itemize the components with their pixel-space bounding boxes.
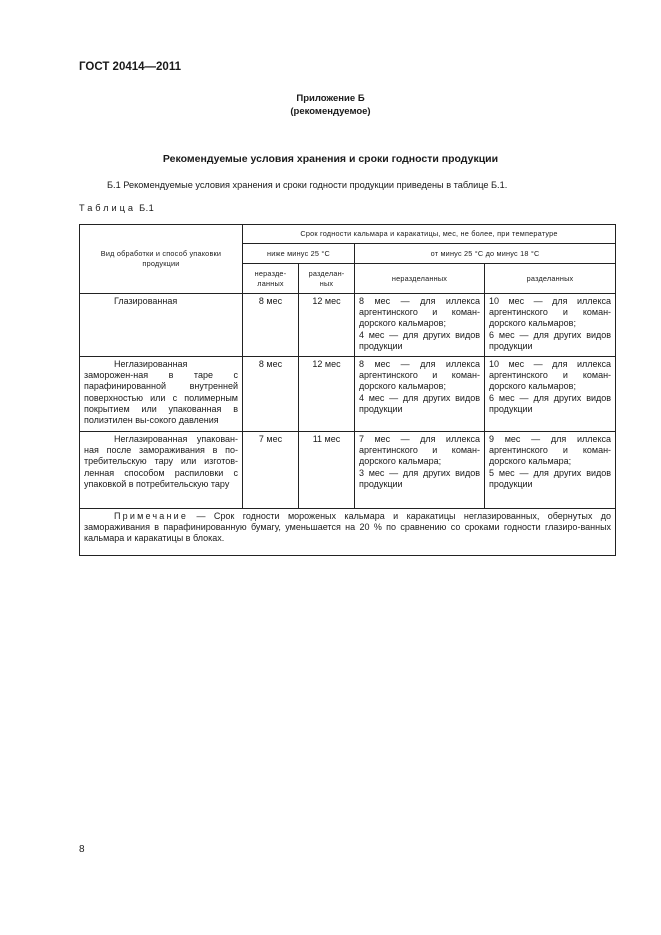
note-text: — Срок годности мороженых кальмара и каракатицы неглазированных, обернутых до замораживания в парафинированную бумагу, уменьшается на 20 % по сравнению со сроками годности глазиро-ванных кальмара и каракатицы в блоках. xyxy=(84,511,612,544)
row-value-uncut-18: 8 мес — для иллекса аргентинского и коман-дорского кальмаров; 4 мес — для других видов продукции xyxy=(355,294,485,357)
header-shelf-life: Срок годности кальмара и каракатицы, мес, не более, при температуре xyxy=(243,225,616,244)
table-caption xyxy=(79,203,154,213)
shelf-life-table xyxy=(79,224,616,556)
row-value-cut-25: 11 мес xyxy=(299,432,355,509)
annex-subtitle: (рекомендуемое) xyxy=(290,106,371,117)
row-value-cut-18: 10 мес — для иллекса аргентинского и коман-дорского кальмаров; 6 мес — для других видов продукции xyxy=(485,294,616,357)
table-row xyxy=(80,294,616,357)
annex-heading xyxy=(0,92,661,118)
row-value-uncut-18: 7 мес — для иллекса аргентинского и коман-дорского кальмара; 3 мес — для других видов продукции xyxy=(355,432,485,509)
row-value-cut-25: 12 мес xyxy=(299,357,355,432)
row-value-cut-18: 9 мес — для иллекса аргентинского и коман-дорского кальмара; 5 мес — для других видов продукции xyxy=(485,432,616,509)
header-uncut-18: неразделанных xyxy=(355,264,485,294)
page-number: 8 xyxy=(79,844,85,855)
row-processing-name: Неглазированная заморожен-ная в таре с парафинированной внутренней поверхностью или с полимерным покрытием или упакованная в полиэтилен вы-сокого давления xyxy=(80,357,243,432)
intro-paragraph: Б.1 Рекомендуемые условия хранения и сроки годности продукции приведены в таблице Б.1. xyxy=(107,180,508,190)
row-value-cut-18: 10 мес — для иллекса аргентинского и коман-дорского кальмаров; 6 мес — для других видов продукции xyxy=(485,357,616,432)
table-caption-word: Таблица xyxy=(79,203,137,213)
row-value-cut-25: 12 мес xyxy=(299,294,355,357)
table-note xyxy=(80,509,616,556)
row-value-uncut-25: 8 мес xyxy=(243,357,299,432)
table-caption-number: Б.1 xyxy=(136,203,155,213)
header-uncut-25: неразде-ланных xyxy=(243,264,299,294)
standard-code: ГОСТ 20414—2011 xyxy=(79,61,181,73)
table-row xyxy=(80,357,616,432)
section-title: Рекомендуемые условия хранения и сроки годности продукции xyxy=(162,153,499,165)
header-range-25-18: от минус 25 °С до минус 18 °С xyxy=(355,244,616,264)
note-label: Примечание xyxy=(114,511,189,521)
row-value-uncut-18: 8 мес — для иллекса аргентинского и коман-дорского кальмаров; 4 мес — для других видов продукции xyxy=(355,357,485,432)
header-cut-18: разделанных xyxy=(485,264,616,294)
header-cut-25: разделан-ных xyxy=(299,264,355,294)
annex-title: Приложение Б xyxy=(296,93,365,104)
table-row xyxy=(80,432,616,509)
row-processing-name: Глазированная xyxy=(80,294,243,357)
header-below-minus-25: ниже минус 25 °С xyxy=(243,244,355,264)
row-processing-name: Неглазированная упакован-ная после замораживания в по-требительскую тару или изготов-ленная способом распиловки с упаковкой в потребительскую тару xyxy=(80,432,243,509)
table-note-row xyxy=(80,509,616,556)
row-value-uncut-25: 7 мес xyxy=(243,432,299,509)
header-processing-type: Вид обработки и способ упаковки продукции xyxy=(80,225,243,294)
row-value-uncut-25: 8 мес xyxy=(243,294,299,357)
